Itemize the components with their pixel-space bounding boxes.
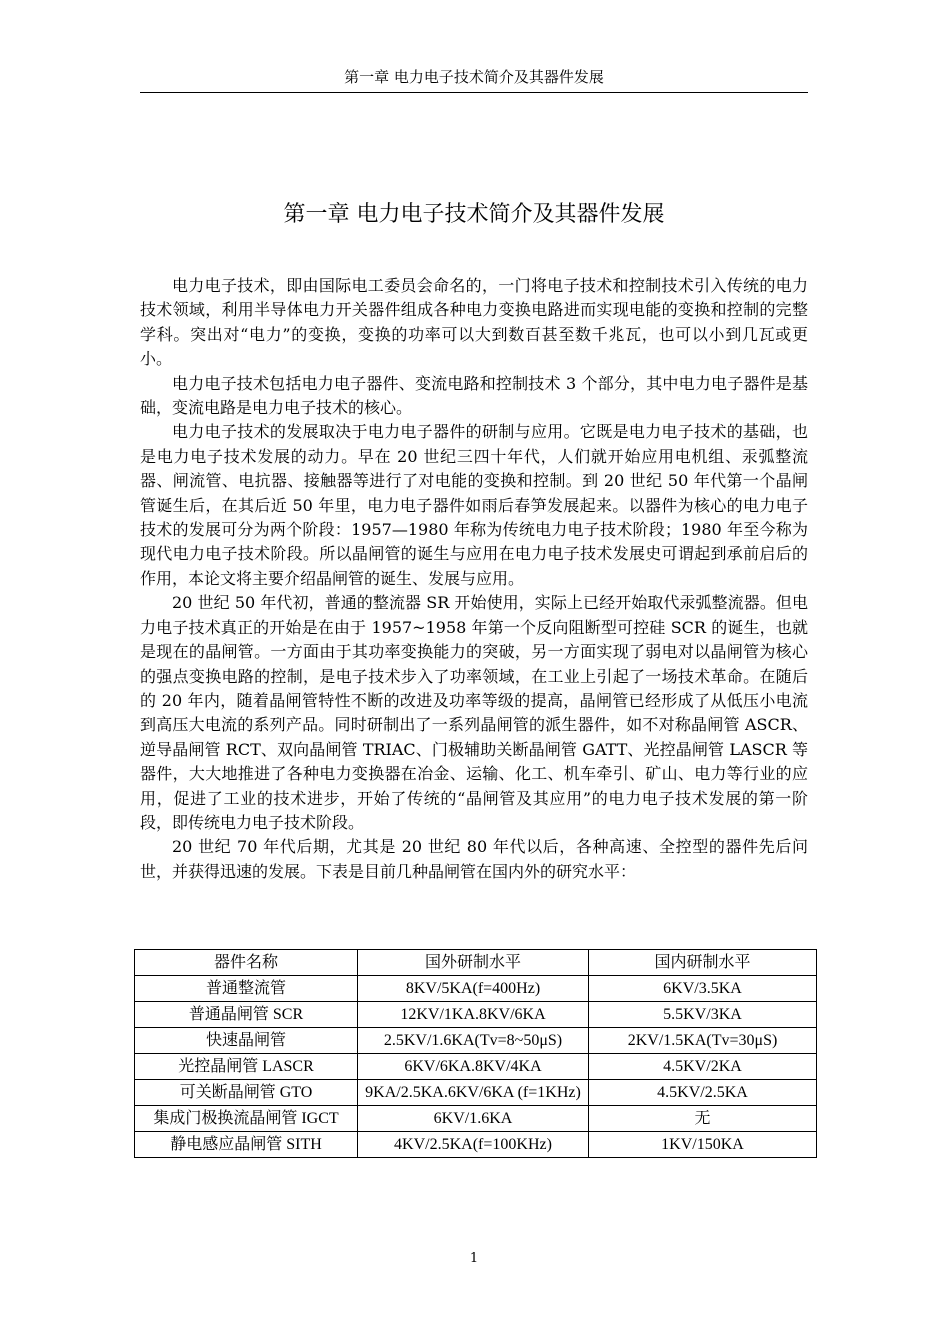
foreign-level-cell: 12KV/1KA.8KV/6KA <box>358 1002 589 1028</box>
table-row <box>135 1028 817 1054</box>
thyristor-research-level-table <box>134 949 817 1158</box>
table-row <box>135 1106 817 1132</box>
device-name-cell: 光控晶闸管 LASCR <box>135 1054 358 1080</box>
paragraph: 电力电子技术，即由国际电工委员会命名的，一门将电子技术和控制技术引入传统的电力技术领域，利用半导体电力开关器件组成各种电力变换电路进而实现电能的变换和控制的完整学科。突出对“电力”的变换，变换的功率可以大到数百甚至数千兆瓦，也可以小到几瓦或更小。 <box>140 276 808 369</box>
table-row <box>135 1002 817 1028</box>
device-name-cell: 快速晶闸管 <box>135 1028 358 1054</box>
foreign-level-cell: 2.5KV/1.6KA(Tv=8~50μS) <box>358 1028 589 1054</box>
domestic-level-cell: 4.5KV/2.5KA <box>589 1080 817 1106</box>
header-rule <box>140 92 808 93</box>
paragraph: 电力电子技术包括电力电子器件、变流电路和控制技术 3 个部分，其中电力电子器件是基础，变流电路是电力电子技术的核心。 <box>140 373 808 418</box>
table-row <box>135 976 817 1002</box>
foreign-level-cell: 8KV/5KA(f=400Hz) <box>358 976 589 1002</box>
domestic-level-cell: 4.5KV/2KA <box>589 1054 817 1080</box>
paragraph: 电力电子技术的发展取决于电力电子器件的研制与应用。它既是电力电子技术的基础，也是电力电子技术发展的动力。早在 20 世纪三四十年代，人们就开始应用电机组、汞弧整流器、闸流管、电抗器、接触器等进行了对电能的变换和控制。到 20 世纪 50 年代第一个晶闸管诞生后，在其后近 50 年里，电力电子器件如雨后春笋发展起来。以器件为核心的电力电子技术的发展可分为两个阶段：1957—1980 年称为传统电力电子技术阶段；1980 年至今称为现代电力电子技术阶段。所以晶闸管的诞生与应用在电力电子技术发展史可谓起到承前启后的作用，本论文将主要介绍晶闸管的诞生、发展与应用。 <box>140 422 808 588</box>
paragraph: 20 世纪 70 年代后期，尤其是 20 世纪 80 年代以后，各种高速、全控型的器件先后问世，并获得迅速的发展。下表是目前几种晶闸管在国内外的研究水平： <box>140 837 808 881</box>
device-name-cell: 可关断晶闸管 GTO <box>135 1080 358 1106</box>
table-row <box>135 1132 817 1158</box>
page-number: 1 <box>469 1251 479 1266</box>
table-row <box>135 1080 817 1106</box>
body-text <box>140 274 808 884</box>
domestic-level-cell: 2KV/1.5KA(Tv=30μS) <box>589 1028 817 1054</box>
foreign-level-cell: 4KV/2.5KA(f=100KHz) <box>358 1132 589 1158</box>
foreign-level-cell: 6KV/1.6KA <box>358 1106 589 1132</box>
domestic-level-cell: 5.5KV/3KA <box>589 1002 817 1028</box>
domestic-level-cell: 6KV/3.5KA <box>589 976 817 1002</box>
column-header-device-name: 器件名称 <box>135 950 358 976</box>
domestic-level-cell: 1KV/150KA <box>589 1132 817 1158</box>
column-header-foreign-level: 国外研制水平 <box>358 950 589 976</box>
device-name-cell: 集成门极换流晶闸管 IGCT <box>135 1106 358 1132</box>
paragraph: 20 世纪 50 年代初，普通的整流器 SR 开始使用，实际上已经开始取代汞弧整流器。但电力电子技术真正的开始是在由于 1957~1958 年第一个反向阻断型可控硅 SCR 的诞生，也就是现在的晶闸管。一方面由于其功率变换能力的突破，另一方面实现了弱电对以晶闸管为核心的强点变换电路的控制，是电子技术步入了功率领域，在工业上引起了一场技术革命。在随后的 20 年内，随着晶闸管特性不断的改进及功率等级的提高，晶闸管已经形成了从低压小电流到高压大电流的系列产品。同时研制出了一系列晶闸管的派生器件，如不对称晶闸管 ASCR、逆导晶闸管 RCT、双向晶闸管 TRIAC、门极辅助关断晶闸管 GATT、光控晶闸管 LASCR 等器件，大大地推进了各种电力变换器在冶金、运输、化工、机车牵引、矿山、电力等行业的应用，促进了工业的技术进步，开始了传统的“晶闸管及其应用”的电力电子技术发展的第一阶段，即传统电力电子技术阶段。 <box>140 593 808 832</box>
column-header-domestic-level: 国内研制水平 <box>589 950 817 976</box>
device-name-cell: 静电感应晶闸管 SITH <box>135 1132 358 1158</box>
foreign-level-cell: 9KA/2.5KA.6KV/6KA (f=1KHz) <box>358 1080 589 1106</box>
running-header: 第一章 电力电子技术简介及其器件发展 <box>344 68 604 86</box>
device-name-cell: 普通整流管 <box>135 976 358 1002</box>
chapter-title: 第一章 电力电子技术简介及其器件发展 <box>283 202 665 227</box>
table-row <box>135 1054 817 1080</box>
table-header-row <box>135 950 817 976</box>
foreign-level-cell: 6KV/6KA.8KV/4KA <box>358 1054 589 1080</box>
domestic-level-cell: 无 <box>589 1106 817 1132</box>
device-name-cell: 普通晶闸管 SCR <box>135 1002 358 1028</box>
